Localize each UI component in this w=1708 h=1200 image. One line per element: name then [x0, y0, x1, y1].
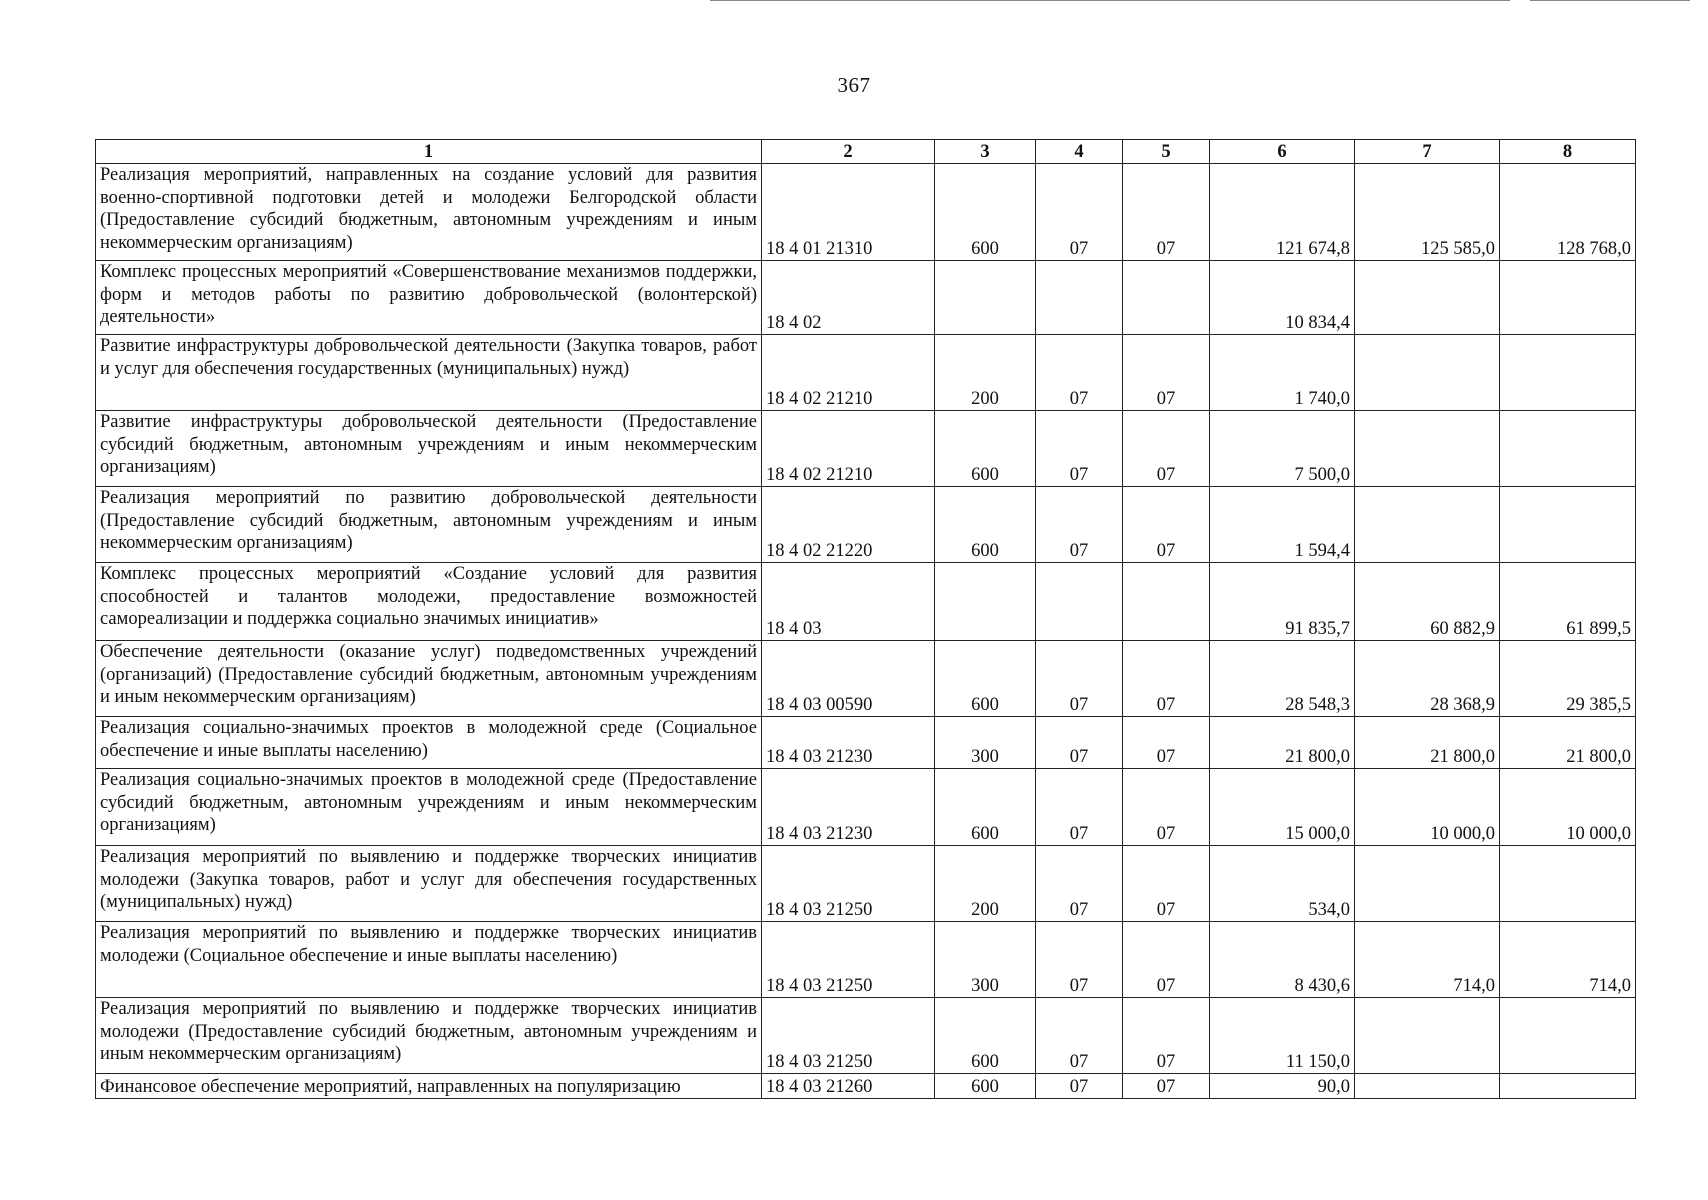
column-header: 4 [1036, 140, 1123, 164]
row-col4 [1036, 261, 1123, 335]
row-name: Комплекс процессных мероприятий «Создание условий для развития способностей и талантов молодежи, предоставление возможностей самореализации и поддержка социально значимых инициатив» [96, 563, 762, 641]
row-col4: 07 [1036, 769, 1123, 846]
scan-top-edge-line [1530, 0, 1690, 1]
table-row [96, 922, 1636, 998]
row-code: 18 4 03 21250 [762, 846, 935, 922]
row-col5: 07 [1123, 641, 1210, 717]
row-col5: 07 [1123, 717, 1210, 769]
row-col5: 07 [1123, 846, 1210, 922]
row-name: Комплекс процессных мероприятий «Совершенствование механизмов поддержки, форм и методов работы по развитию добровольческой (волонтерской) деятельности» [96, 261, 762, 335]
row-col3: 600 [935, 487, 1036, 563]
row-col4: 07 [1036, 717, 1123, 769]
table-row [96, 1074, 1636, 1099]
row-col5: 07 [1123, 487, 1210, 563]
column-header: 6 [1210, 140, 1355, 164]
row-code: 18 4 02 21220 [762, 487, 935, 563]
row-col8 [1500, 335, 1636, 411]
row-col5: 07 [1123, 1074, 1210, 1099]
table-row [96, 717, 1636, 769]
row-name: Реализация мероприятий по выявлению и поддержке творческих инициатив молодежи (Закупка товаров, работ и услуг для обеспечения государственных (муниципальных) нужд) [96, 846, 762, 922]
row-col6: 28 548,3 [1210, 641, 1355, 717]
row-name: Реализация социально-значимых проектов в молодежной среде (Социальное обеспечение и иные выплаты населению) [96, 717, 762, 769]
row-col7 [1355, 846, 1500, 922]
column-header: 7 [1355, 140, 1500, 164]
row-code: 18 4 03 21260 [762, 1074, 935, 1099]
row-col4: 07 [1036, 846, 1123, 922]
row-col8: 128 768,0 [1500, 164, 1636, 261]
row-col7 [1355, 335, 1500, 411]
column-header: 8 [1500, 140, 1636, 164]
row-col3: 600 [935, 164, 1036, 261]
page-number: 367 [837, 73, 871, 97]
row-col7 [1355, 1074, 1500, 1099]
row-col3: 200 [935, 846, 1036, 922]
table-row [96, 998, 1636, 1074]
row-col7 [1355, 411, 1500, 487]
row-col8 [1500, 998, 1636, 1074]
row-col6: 1 594,4 [1210, 487, 1355, 563]
row-col3: 300 [935, 717, 1036, 769]
row-name: Реализация мероприятий по развитию добровольческой деятельности (Предоставление субсидий бюджетным, автономным учреждениям и иным некоммерческим организациям) [96, 487, 762, 563]
table-row [96, 563, 1636, 641]
table-row [96, 411, 1636, 487]
row-col3 [935, 563, 1036, 641]
row-col6: 21 800,0 [1210, 717, 1355, 769]
row-col8: 29 385,5 [1500, 641, 1636, 717]
row-col5: 07 [1123, 411, 1210, 487]
row-col8 [1500, 487, 1636, 563]
row-col3: 200 [935, 335, 1036, 411]
row-code: 18 4 02 [762, 261, 935, 335]
row-name: Развитие инфраструктуры добровольческой деятельности (Предоставление субсидий бюджетным, автономным учреждениям и иным некоммерческим организациям) [96, 411, 762, 487]
row-name: Реализация социально-значимых проектов в молодежной среде (Предоставление субсидий бюджетным, автономным учреждениям и иным некоммерческим организациям) [96, 769, 762, 846]
row-col7: 714,0 [1355, 922, 1500, 998]
row-col4 [1036, 563, 1123, 641]
row-col7: 28 368,9 [1355, 641, 1500, 717]
row-col6: 11 150,0 [1210, 998, 1355, 1074]
row-code: 18 4 02 21210 [762, 335, 935, 411]
row-col6: 15 000,0 [1210, 769, 1355, 846]
row-col8 [1500, 411, 1636, 487]
row-col6: 90,0 [1210, 1074, 1355, 1099]
table-row [96, 487, 1636, 563]
row-code: 18 4 03 21230 [762, 769, 935, 846]
row-col6: 1 740,0 [1210, 335, 1355, 411]
row-col6: 10 834,4 [1210, 261, 1355, 335]
row-col7 [1355, 487, 1500, 563]
row-name: Реализация мероприятий по выявлению и поддержке творческих инициатив молодежи (Социальное обеспечение и иные выплаты населению) [96, 922, 762, 998]
row-col8: 21 800,0 [1500, 717, 1636, 769]
row-col4: 07 [1036, 411, 1123, 487]
row-col7: 60 882,9 [1355, 563, 1500, 641]
row-col8: 714,0 [1500, 922, 1636, 998]
row-code: 18 4 03 21250 [762, 998, 935, 1074]
row-col4: 07 [1036, 922, 1123, 998]
row-col7 [1355, 998, 1500, 1074]
row-col8 [1500, 1074, 1636, 1099]
row-col5: 07 [1123, 769, 1210, 846]
row-col5 [1123, 563, 1210, 641]
row-name: Развитие инфраструктуры добровольческой деятельности (Закупка товаров, работ и услуг для обеспечения государственных (муниципальных) нужд) [96, 335, 762, 411]
row-code: 18 4 03 21250 [762, 922, 935, 998]
table-row [96, 641, 1636, 717]
row-col7 [1355, 261, 1500, 335]
row-code: 18 4 03 [762, 563, 935, 641]
row-col3 [935, 261, 1036, 335]
row-col5: 07 [1123, 998, 1210, 1074]
row-name: Обеспечение деятельности (оказание услуг) подведомственных учреждений (организаций) (Предоставление субсидий бюджетным, автономным учреждениям и иным некоммерческим организациям) [96, 641, 762, 717]
column-header: 5 [1123, 140, 1210, 164]
table-row [96, 769, 1636, 846]
row-col3: 600 [935, 1074, 1036, 1099]
row-name: Реализация мероприятий, направленных на создание условий для развития военно-спортивной подготовки детей и молодежи Белгородской области (Предоставление субсидий бюджетным, автономным учреждениям и иным некоммерческим организациям) [96, 164, 762, 261]
row-col5: 07 [1123, 164, 1210, 261]
row-col4: 07 [1036, 164, 1123, 261]
row-col3: 600 [935, 769, 1036, 846]
table-row [96, 261, 1636, 335]
row-col8 [1500, 261, 1636, 335]
budget-table [95, 139, 1636, 1099]
row-col4: 07 [1036, 998, 1123, 1074]
row-col3: 600 [935, 411, 1036, 487]
row-col6: 8 430,6 [1210, 922, 1355, 998]
column-header: 2 [762, 140, 935, 164]
row-name: Финансовое обеспечение мероприятий, направленных на популяризацию [96, 1074, 762, 1099]
row-col7: 21 800,0 [1355, 717, 1500, 769]
row-col5: 07 [1123, 335, 1210, 411]
row-code: 18 4 03 21230 [762, 717, 935, 769]
row-col4: 07 [1036, 641, 1123, 717]
row-col4: 07 [1036, 487, 1123, 563]
row-col5: 07 [1123, 922, 1210, 998]
row-name: Реализация мероприятий по выявлению и поддержке творческих инициатив молодежи (Предоставление субсидий бюджетным, автономным учреждениям и иным некоммерческим организациям) [96, 998, 762, 1074]
row-col7: 10 000,0 [1355, 769, 1500, 846]
table-row [96, 846, 1636, 922]
table-row [96, 164, 1636, 261]
column-header: 3 [935, 140, 1036, 164]
row-col6: 91 835,7 [1210, 563, 1355, 641]
row-col6: 534,0 [1210, 846, 1355, 922]
table-row [96, 335, 1636, 411]
row-col6: 7 500,0 [1210, 411, 1355, 487]
row-col6: 121 674,8 [1210, 164, 1355, 261]
row-col8: 10 000,0 [1500, 769, 1636, 846]
row-code: 18 4 01 21310 [762, 164, 935, 261]
row-col4: 07 [1036, 335, 1123, 411]
column-header: 1 [96, 140, 762, 164]
row-col4: 07 [1036, 1074, 1123, 1099]
row-col7: 125 585,0 [1355, 164, 1500, 261]
row-col8: 61 899,5 [1500, 563, 1636, 641]
scan-top-edge-line [710, 0, 1510, 1]
row-code: 18 4 03 00590 [762, 641, 935, 717]
row-col3: 600 [935, 998, 1036, 1074]
row-code: 18 4 02 21210 [762, 411, 935, 487]
row-col8 [1500, 846, 1636, 922]
header-row [96, 140, 1636, 164]
row-col3: 600 [935, 641, 1036, 717]
row-col3: 300 [935, 922, 1036, 998]
row-col5 [1123, 261, 1210, 335]
